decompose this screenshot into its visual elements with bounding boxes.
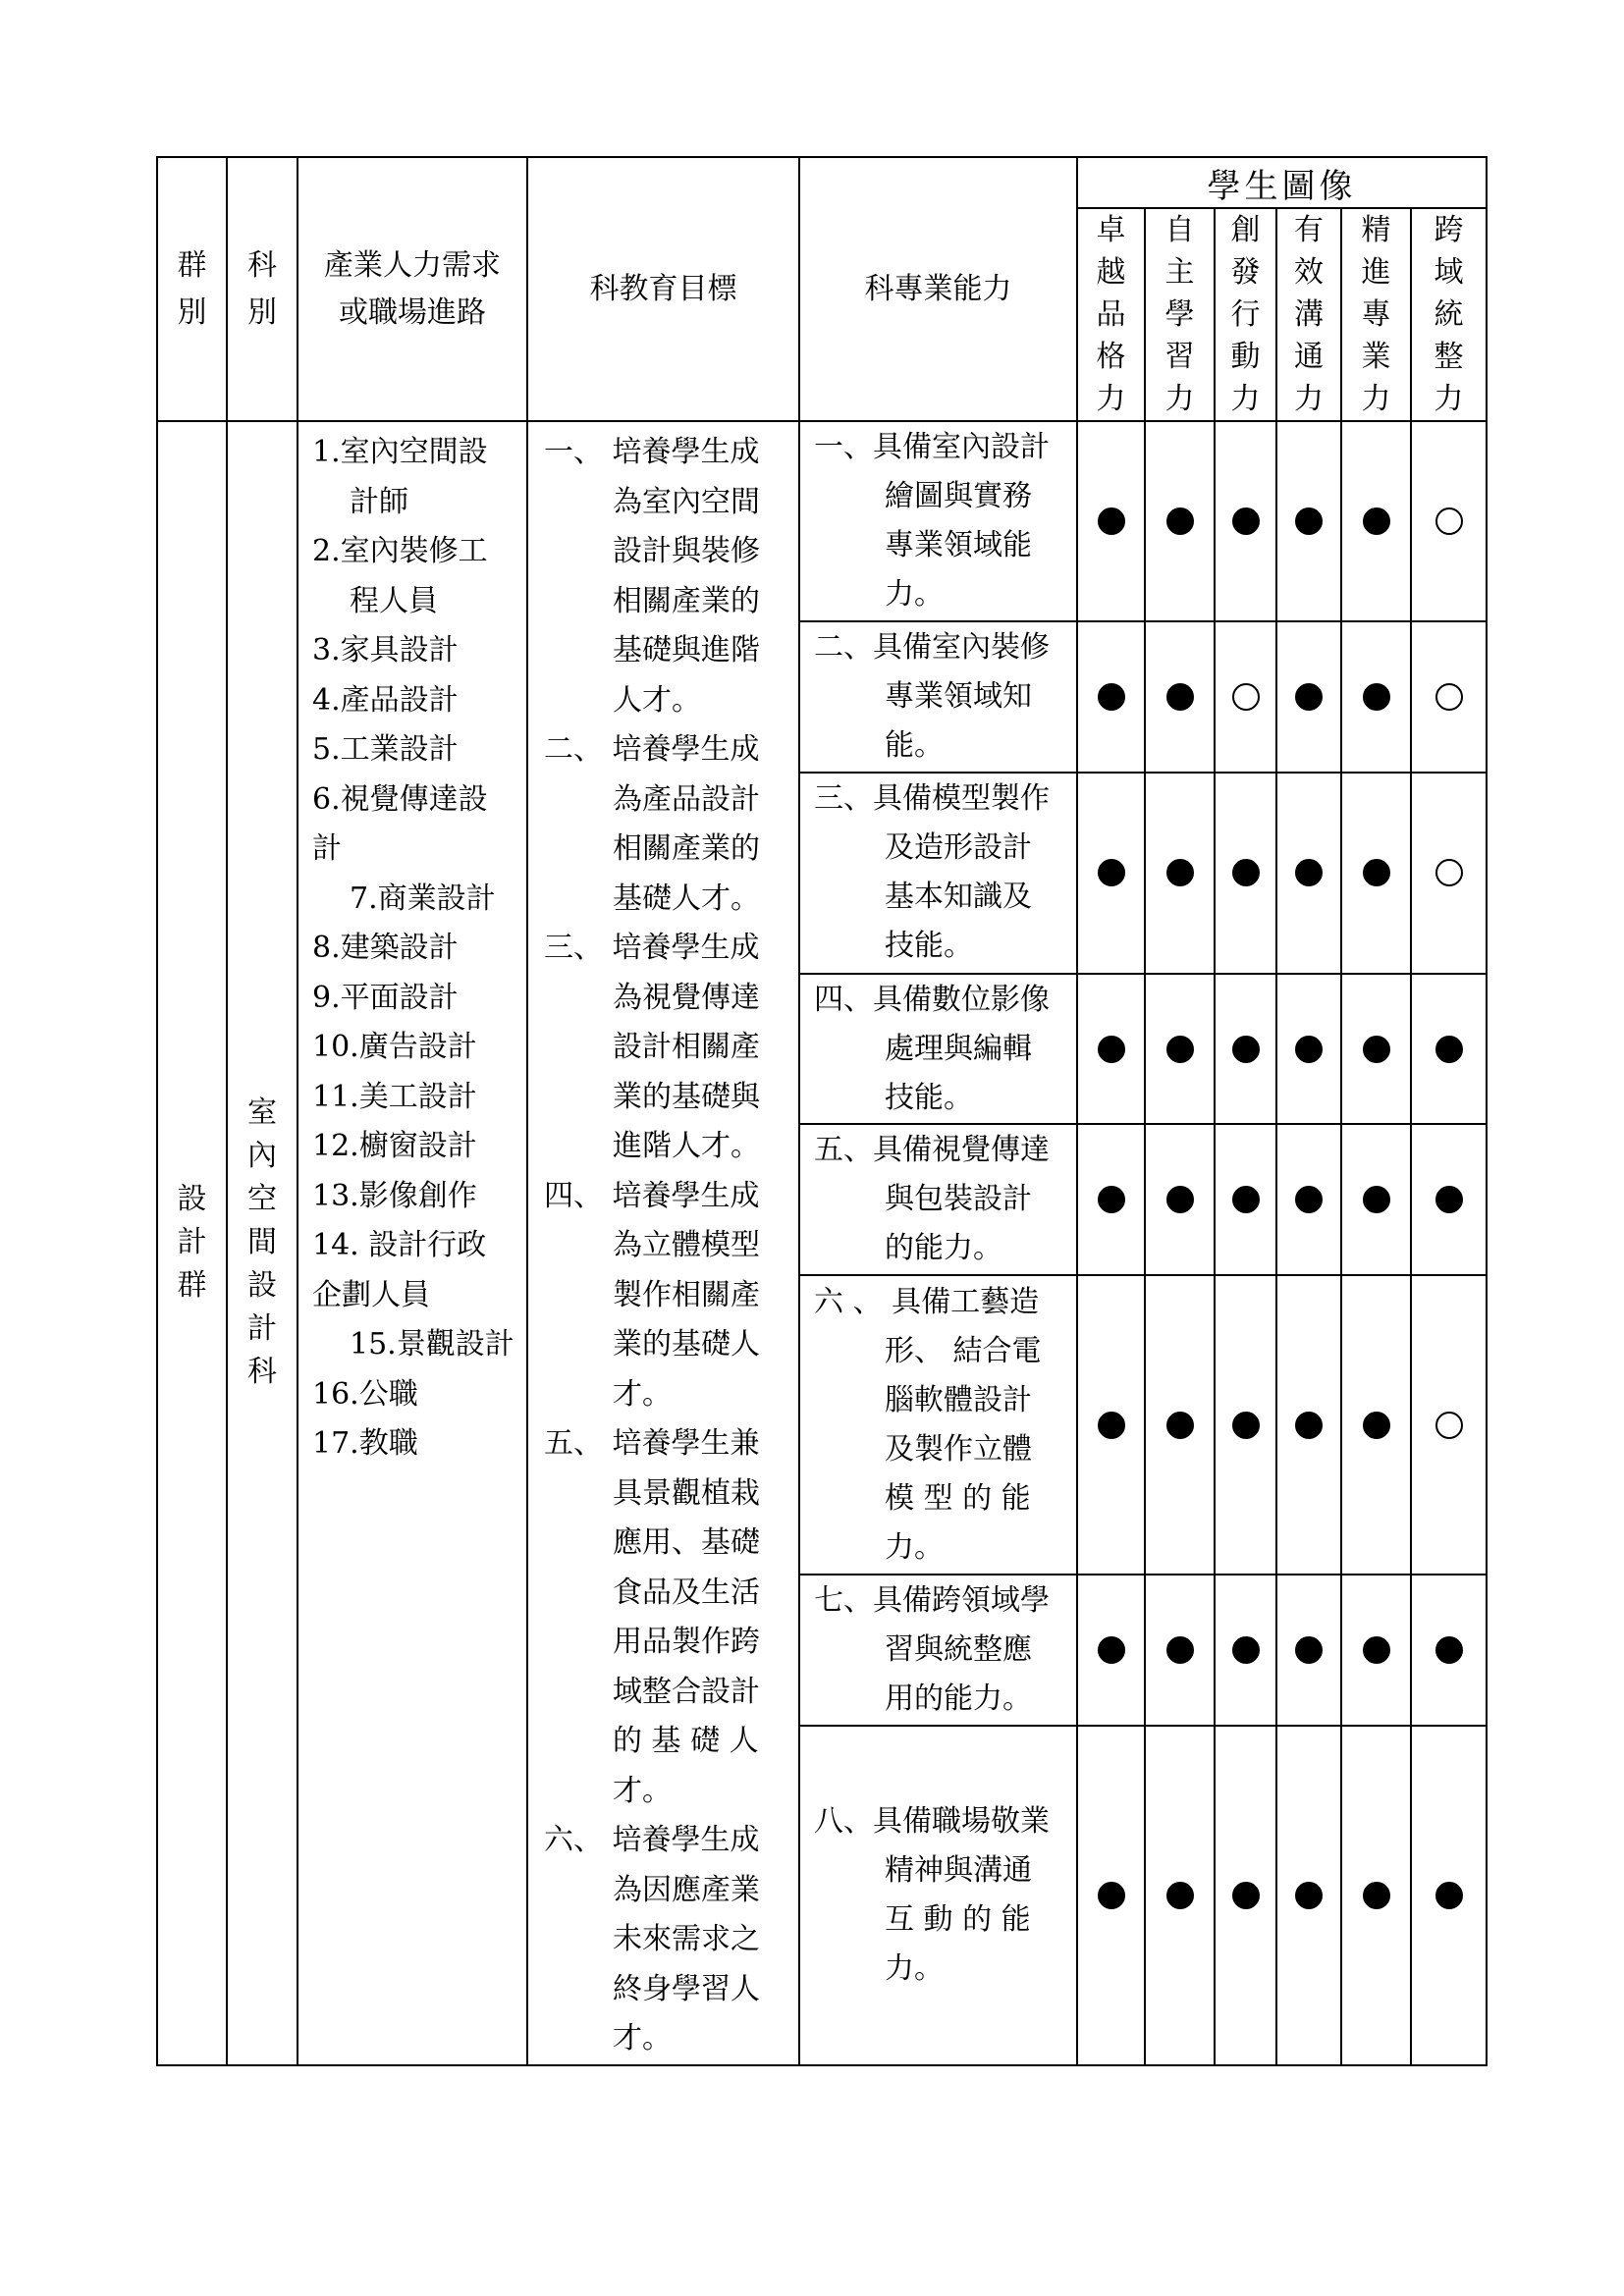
ability-line: 及製作立體 — [885, 1431, 1032, 1467]
portrait-mark-cell — [1411, 974, 1487, 1125]
filled-circle-icon — [1232, 1636, 1260, 1664]
ability-line: 力。 — [885, 1529, 944, 1565]
ability-line: 力。 — [885, 577, 944, 613]
ability-line: 處理與編輯 — [885, 1031, 1032, 1066]
filled-circle-icon — [1363, 683, 1390, 711]
empty-circle-icon — [1435, 859, 1463, 886]
portrait-mark-cell — [1077, 421, 1145, 621]
career-item: 2.室內裝修工 — [312, 534, 488, 568]
goal-item: 食品及生活 — [613, 1575, 760, 1610]
portrait-mark-cell — [1341, 1275, 1411, 1575]
career-item: 10.廣告設計 — [312, 1030, 477, 1064]
portrait-header-char: 業 — [1361, 340, 1391, 374]
filled-circle-icon — [1232, 859, 1260, 886]
header-group-line: 別 — [177, 294, 207, 330]
goal-item: 人才。 — [613, 682, 701, 718]
goal-item: 六、 培養學生成 — [544, 1823, 760, 1857]
group-char: 群 — [177, 1268, 207, 1304]
goal-item: 業的基礎與 — [613, 1079, 760, 1114]
portrait-header-char: 行 — [1230, 297, 1261, 332]
goal-item: 終身學習人 — [613, 1971, 760, 2006]
ability-cell — [799, 1726, 1077, 2065]
filled-circle-icon — [1295, 683, 1323, 711]
portrait-mark-cell — [1215, 621, 1276, 773]
portrait-header — [1341, 208, 1411, 421]
portrait-header-char: 力 — [1096, 382, 1126, 416]
portrait-header-char: 格 — [1096, 340, 1126, 374]
filled-circle-icon — [1363, 1036, 1390, 1063]
header-group — [157, 157, 227, 421]
career-item: 16.公職 — [312, 1376, 418, 1412]
portrait-header-char: 學 — [1164, 297, 1195, 332]
ability-line: 技能。 — [885, 929, 973, 964]
filled-circle-icon — [1363, 1412, 1390, 1439]
goal-item: 三、 培養學生成 — [544, 931, 760, 965]
portrait-header-char: 效 — [1294, 255, 1324, 290]
career-item: 9.平面設計 — [312, 980, 459, 1015]
header-dept — [227, 157, 298, 421]
goal-item: 設計與裝修 — [613, 534, 760, 568]
header-career — [298, 157, 527, 421]
filled-circle-icon — [1166, 1636, 1194, 1664]
filled-circle-icon — [1098, 859, 1125, 886]
portrait-mark-cell — [1276, 1275, 1341, 1575]
portrait-mark-cell — [1411, 421, 1487, 621]
filled-circle-icon — [1098, 1882, 1125, 1909]
dept-char: 設 — [247, 1268, 277, 1304]
portrait-header-char: 域 — [1434, 255, 1464, 290]
ability-line: 一、具備室內設計 — [814, 430, 1050, 465]
portrait-header-char: 主 — [1164, 255, 1195, 290]
portrait-mark-cell — [1215, 773, 1276, 974]
filled-circle-icon — [1166, 1412, 1194, 1439]
dept-char: 科 — [247, 1355, 277, 1390]
ability-line: 模 型 的 能 — [885, 1480, 1031, 1516]
portrait-mark-cell — [1276, 621, 1341, 773]
dept-char: 內 — [247, 1139, 277, 1174]
ability-cell — [799, 621, 1077, 773]
header-student-portrait: 學生圖像 — [1077, 157, 1487, 208]
portrait-header-char: 專 — [1361, 297, 1391, 332]
career-item: 13.影像創作 — [312, 1178, 477, 1213]
filled-circle-icon — [1098, 1036, 1125, 1063]
ability-line: 八、具備職場敬業 — [814, 1803, 1050, 1839]
portrait-mark-cell — [1276, 773, 1341, 974]
portrait-mark-cell — [1411, 773, 1487, 974]
goal-item: 具景觀植栽 — [613, 1475, 760, 1511]
goal-item: 基礎與進階 — [613, 633, 760, 667]
portrait-mark-cell — [1215, 974, 1276, 1125]
dept-char: 計 — [247, 1311, 277, 1347]
portrait-mark-cell — [1341, 773, 1411, 974]
portrait-mark-cell — [1341, 1124, 1411, 1275]
filled-circle-icon — [1098, 1636, 1125, 1664]
group-cell — [157, 421, 227, 2065]
portrait-mark-cell — [1341, 621, 1411, 773]
dept-char: 空 — [247, 1182, 277, 1217]
ability-line: 基本知識及 — [885, 880, 1032, 915]
filled-circle-icon — [1098, 1412, 1125, 1439]
portrait-mark-cell — [1341, 974, 1411, 1125]
filled-circle-icon — [1232, 507, 1260, 535]
career-item: 計 — [312, 831, 342, 866]
filled-circle-icon — [1232, 1882, 1260, 1909]
goal-item: 二、 培養學生成 — [544, 732, 760, 767]
portrait-mark-cell — [1145, 1575, 1215, 1726]
career-item: 4.產品設計 — [312, 682, 459, 718]
ability-cell — [799, 974, 1077, 1125]
ability-line: 三、具備模型製作 — [814, 781, 1050, 817]
portrait-header-char: 自 — [1164, 213, 1195, 247]
career-list — [298, 421, 527, 2065]
goal-item: 業的基礎人 — [613, 1327, 760, 1362]
career-item: 11.美工設計 — [312, 1079, 477, 1114]
header-abilities: 科專業能力 — [799, 157, 1077, 421]
ability-line: 能。 — [885, 727, 944, 763]
filled-circle-icon — [1295, 1882, 1323, 1909]
ability-line: 形、 結合電 — [885, 1333, 1042, 1368]
portrait-mark-cell — [1215, 1124, 1276, 1275]
header-group-line: 群 — [177, 247, 207, 283]
portrait-header-char: 習 — [1164, 340, 1195, 374]
filled-circle-icon — [1098, 1186, 1125, 1213]
portrait-mark-cell — [1341, 1726, 1411, 2065]
filled-circle-icon — [1295, 1036, 1323, 1063]
group-char: 設 — [177, 1182, 207, 1217]
filled-circle-icon — [1232, 1186, 1260, 1213]
header-dept-line: 科 — [247, 247, 277, 283]
filled-circle-icon — [1363, 507, 1390, 535]
portrait-mark-cell — [1276, 421, 1341, 621]
ability-cell — [799, 773, 1077, 974]
career-item: 15.景觀設計 — [350, 1327, 514, 1362]
portrait-header-char: 力 — [1230, 382, 1261, 416]
ability-line: 及造形設計 — [885, 830, 1032, 866]
portrait-mark-cell — [1145, 773, 1215, 974]
portrait-mark-cell — [1145, 1726, 1215, 2065]
goal-item: 才。 — [613, 2021, 672, 2056]
portrait-mark-cell — [1077, 621, 1145, 773]
filled-circle-icon — [1363, 859, 1390, 886]
portrait-mark-cell — [1341, 1575, 1411, 1726]
career-item: 1.室內空間設 — [312, 435, 488, 469]
portrait-mark-cell — [1145, 421, 1215, 621]
ability-line: 技能。 — [885, 1080, 973, 1115]
filled-circle-icon — [1166, 1186, 1194, 1213]
career-item: 5.工業設計 — [312, 732, 459, 767]
portrait-mark-cell — [1077, 1275, 1145, 1575]
goal-item: 進階人才。 — [613, 1129, 760, 1163]
goal-item: 為產品設計 — [613, 781, 760, 817]
goal-item: 的 基 礎 人 — [613, 1724, 759, 1758]
goal-item: 用品製作跨 — [613, 1625, 760, 1659]
goal-item: 設計相關產 — [613, 1030, 760, 1064]
header-goals: 科教育目標 — [527, 157, 799, 421]
filled-circle-icon — [1435, 1636, 1463, 1664]
career-item: 14. 設計行政 — [312, 1228, 487, 1262]
empty-circle-icon — [1232, 683, 1260, 711]
ability-cell — [799, 1275, 1077, 1575]
filled-circle-icon — [1363, 1636, 1390, 1664]
ability-line: 二、具備室內裝修 — [814, 629, 1050, 665]
portrait-header-char: 發 — [1230, 255, 1261, 290]
portrait-header-char: 品 — [1096, 297, 1126, 332]
portrait-header-char: 跨 — [1434, 213, 1464, 247]
goal-item: 一、 培養學生成 — [544, 435, 760, 469]
portrait-mark-cell — [1145, 1275, 1215, 1575]
career-item: 企劃人員 — [312, 1277, 430, 1312]
portrait-header-char: 有 — [1294, 213, 1324, 247]
portrait-header — [1411, 208, 1487, 421]
ability-line: 五、具備視覺傳達 — [814, 1133, 1050, 1168]
portrait-header — [1276, 208, 1341, 421]
ability-line: 習與統整應 — [885, 1632, 1032, 1668]
ability-line: 互 動 的 能 — [885, 1901, 1031, 1937]
ability-cell — [799, 421, 1077, 621]
goal-item: 為立體模型 — [613, 1228, 760, 1262]
goal-item: 才。 — [613, 1376, 672, 1412]
ability-row — [157, 421, 1487, 621]
career-item: 12.櫥窗設計 — [312, 1129, 477, 1163]
portrait-mark-cell — [1411, 1726, 1487, 2065]
portrait-mark-cell — [1411, 1275, 1487, 1575]
portrait-header-char: 力 — [1164, 382, 1195, 416]
career-item: 7.商業設計 — [350, 881, 496, 916]
filled-circle-icon — [1295, 1412, 1323, 1439]
filled-circle-icon — [1166, 1882, 1194, 1909]
ability-line: 力。 — [885, 1950, 944, 1986]
portrait-header-char: 整 — [1434, 340, 1464, 374]
goal-item: 五、 培養學生兼 — [544, 1426, 760, 1461]
portrait-header-char: 力 — [1434, 382, 1464, 416]
portrait-mark-cell — [1276, 1575, 1341, 1726]
portrait-header-char: 動 — [1230, 340, 1261, 374]
portrait-header — [1215, 208, 1276, 421]
portrait-header-char: 通 — [1294, 340, 1324, 374]
filled-circle-icon — [1295, 859, 1323, 886]
filled-circle-icon — [1435, 1186, 1463, 1213]
goal-item: 才。 — [613, 1773, 672, 1808]
career-item: 3.家具設計 — [312, 633, 459, 667]
portrait-mark-cell — [1077, 773, 1145, 974]
portrait-header-char: 統 — [1434, 297, 1464, 332]
goal-item: 域整合設計 — [613, 1674, 760, 1709]
ability-line: 精神與溝通 — [885, 1852, 1032, 1888]
portrait-mark-cell — [1215, 1726, 1276, 2065]
header-dept-line: 別 — [247, 294, 277, 330]
portrait-header-char: 越 — [1096, 255, 1126, 290]
filled-circle-icon — [1295, 1186, 1323, 1213]
ability-line: 的能力。 — [885, 1231, 1002, 1266]
ability-line: 繪圖與實務 — [885, 479, 1032, 514]
ability-line: 專業領域能 — [885, 528, 1032, 563]
goal-item: 為視覺傳達 — [613, 980, 760, 1015]
goal-item: 相關產業的 — [613, 831, 760, 866]
portrait-header-char: 溝 — [1294, 297, 1324, 332]
portrait-mark-cell — [1077, 1124, 1145, 1275]
portrait-header — [1077, 208, 1145, 421]
portrait-header-char: 精 — [1361, 213, 1391, 247]
portrait-header — [1145, 208, 1215, 421]
ability-line: 與包裝設計 — [885, 1182, 1032, 1217]
goal-item: 為因應產業 — [613, 1872, 760, 1907]
portrait-mark-cell — [1411, 621, 1487, 773]
goal-item: 四、 培養學生成 — [544, 1178, 760, 1213]
filled-circle-icon — [1098, 507, 1125, 535]
portrait-mark-cell — [1276, 1726, 1341, 2065]
filled-circle-icon — [1232, 1036, 1260, 1063]
ability-cell — [799, 1124, 1077, 1275]
group-char: 計 — [177, 1225, 207, 1260]
goal-item: 製作相關產 — [613, 1277, 760, 1312]
ability-line: 四、具備數位影像 — [814, 982, 1050, 1017]
filled-circle-icon — [1435, 1036, 1463, 1063]
ability-line: 七、具備跨領域學 — [814, 1583, 1050, 1619]
portrait-header-char: 力 — [1361, 382, 1391, 416]
header-row-top — [157, 157, 1487, 208]
filled-circle-icon — [1363, 1882, 1390, 1909]
portrait-mark-cell — [1145, 1124, 1215, 1275]
goal-item: 未來需求之 — [613, 1922, 760, 1956]
header-career-line: 或職場進路 — [339, 294, 486, 330]
filled-circle-icon — [1166, 507, 1194, 535]
ability-cell — [799, 1575, 1077, 1726]
portrait-mark-cell — [1215, 1575, 1276, 1726]
filled-circle-icon — [1363, 1186, 1390, 1213]
ability-line: 專業領域知 — [885, 678, 1032, 714]
portrait-mark-cell — [1145, 621, 1215, 773]
empty-circle-icon — [1435, 683, 1463, 711]
goal-item: 為室內空間 — [613, 484, 760, 519]
filled-circle-icon — [1232, 1412, 1260, 1439]
filled-circle-icon — [1166, 859, 1194, 886]
portrait-header-char: 卓 — [1096, 213, 1126, 247]
portrait-mark-cell — [1341, 421, 1411, 621]
portrait-mark-cell — [1411, 1575, 1487, 1726]
career-item: 程人員 — [350, 583, 438, 618]
career-item: 計師 — [350, 484, 408, 519]
empty-circle-icon — [1435, 1412, 1463, 1439]
ability-line: 腦軟體設計 — [885, 1382, 1032, 1417]
filled-circle-icon — [1166, 1036, 1194, 1063]
portrait-mark-cell — [1077, 974, 1145, 1125]
portrait-mark-cell — [1215, 1275, 1276, 1575]
portrait-mark-cell — [1276, 1124, 1341, 1275]
filled-circle-icon — [1295, 1636, 1323, 1664]
portrait-header-char: 創 — [1230, 213, 1261, 247]
goal-item: 應用、基礎 — [613, 1525, 760, 1560]
portrait-mark-cell — [1145, 974, 1215, 1125]
filled-circle-icon — [1435, 1882, 1463, 1909]
career-item: 17.教職 — [312, 1426, 418, 1461]
career-item: 6.視覺傳達設 — [312, 781, 488, 817]
portrait-mark-cell — [1411, 1124, 1487, 1275]
portrait-mark-cell — [1215, 421, 1276, 621]
filled-circle-icon — [1098, 683, 1125, 711]
dept-char: 間 — [247, 1225, 277, 1260]
dept-cell — [227, 421, 298, 2065]
goal-item: 相關產業的 — [613, 583, 760, 618]
curriculum-table — [156, 156, 1488, 2066]
empty-circle-icon — [1435, 507, 1463, 535]
dept-char: 室 — [247, 1095, 277, 1131]
header-career-line: 產業人力需求 — [324, 247, 501, 283]
portrait-mark-cell — [1077, 1575, 1145, 1726]
filled-circle-icon — [1166, 683, 1194, 711]
portrait-header-char: 進 — [1361, 255, 1391, 290]
filled-circle-icon — [1295, 507, 1323, 535]
ability-line: 六 、 具備工藝造 — [814, 1284, 1040, 1319]
goal-list — [527, 421, 799, 2065]
portrait-mark-cell — [1077, 1726, 1145, 2065]
portrait-header-char: 力 — [1294, 382, 1324, 416]
goal-item: 基礎人才。 — [613, 881, 760, 916]
portrait-mark-cell — [1276, 974, 1341, 1125]
career-item: 8.建築設計 — [312, 931, 459, 965]
ability-line: 用的能力。 — [885, 1682, 1032, 1717]
